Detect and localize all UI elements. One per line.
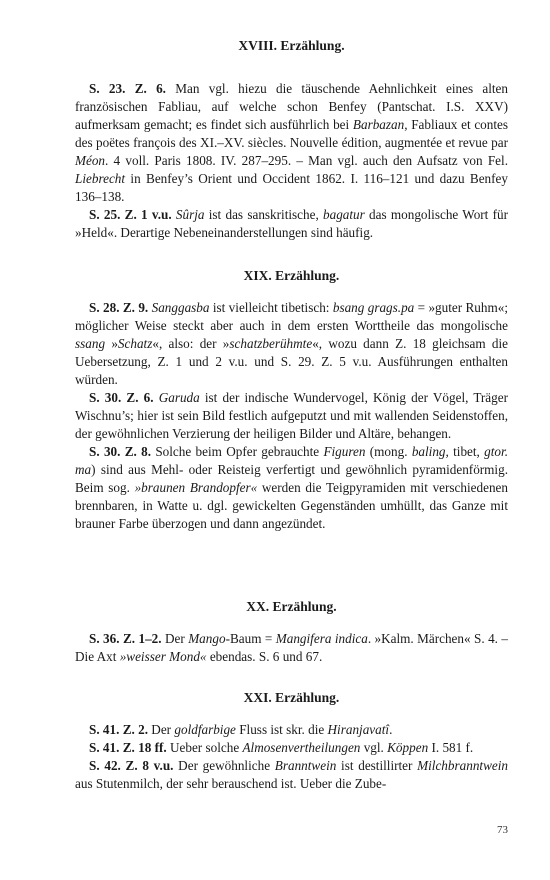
emphasis-text: schatzberühmte (229, 336, 313, 351)
note-text: Man vgl. hiezu die täuschende Aehnlichkeit eines alten französischen Fabliau, auf welche schon Benfey (Pantschat. I.S. XXV) aufmerksam gemacht; es findet sich ausführlich bei (75, 81, 508, 132)
section-heading: XX. Erzählung. (246, 599, 337, 614)
note-text: tibet, (448, 444, 485, 459)
emphasis-text: Barbazan (352, 117, 405, 132)
emphasis-text: Hiranjavatî (327, 722, 390, 737)
emphasis-text: Mango (188, 631, 226, 646)
emphasis-text: gtor. ma (75, 444, 508, 477)
note-paragraph (75, 721, 508, 739)
note-reference: S. 23. Z. 6. (89, 81, 166, 96)
note-paragraph (75, 443, 508, 533)
note-reference: S. 36. Z. 1–2. (89, 631, 162, 646)
note-text: , Fabliaux et contes des poëtes françois des XI.–XV. siècles. Nouvelle édition, augmentée et revue par (75, 117, 509, 150)
page-number: 73 (497, 824, 508, 836)
note-paragraph (75, 757, 508, 793)
note-text: (mong. (365, 444, 412, 459)
note-text: das mongolische Wort für »Held«. Derartige Nebeneinanderstellungen sind häufig. (75, 207, 508, 240)
note-reference: S. 41. Z. 2. (89, 722, 148, 737)
note-text: . 4 voll. Paris 1808. IV. 287–295. – Man vgl. auch den Aufsatz von Fel. (105, 153, 508, 168)
note-text: ist destillirter (336, 758, 418, 773)
note-text: «, wozu dann Z. 18 gleichsam die Uebersetzung, Z. 1 und 2 v.u. und S. 29. Z. 5 v.u. Ausführungen enthalten würden. (75, 336, 509, 387)
note-text: werden die Teigpyramiden mit verschiedenen brennbaren, in Watte u. dgl. gewickelten Gegenständen umhüllt, das Ganze mit brauner Farbe überzogen und dann angezündet. (75, 480, 508, 531)
emphasis-text: Méon (75, 153, 106, 168)
note-text: . »Kalm. Märchen« S. 4. – Die Axt (75, 631, 508, 664)
section-heading: XXI. Erzählung. (243, 690, 340, 705)
emphasis-text: bagatur (323, 207, 365, 222)
note-text: «, also: der » (152, 336, 230, 351)
emphasis-text: Liebrecht (75, 171, 126, 186)
note-text: aus Stutenmilch, der sehr berauschend ist. Ueber die Zube- (75, 776, 387, 791)
note-paragraph (75, 389, 508, 443)
note-text: Solche beim Opfer gebrauchte (151, 444, 324, 459)
emphasis-text: bsang grags.pa (332, 300, 415, 315)
note-text: = »guter Ruhm«; möglicher Weise steckt aber auch in dem ersten Worttheile das mongolische (75, 300, 509, 333)
emphasis-text: Mangifera indica (275, 631, 368, 646)
note-text: I. 581 f. (428, 740, 474, 755)
section-heading: XVIII. Erzählung. (238, 38, 345, 53)
note-paragraph (75, 80, 508, 206)
emphasis-text: Köppen (387, 740, 429, 755)
note-text: ebendas. S. 6 und 67. (206, 649, 323, 664)
section-body (75, 721, 508, 793)
section-heading: XIX. Erzählung. (243, 268, 340, 283)
note-reference: S. 41. Z. 18 ff. (89, 740, 167, 755)
note-text: ist vielleicht tibetisch: (209, 300, 333, 315)
note-text: Fluss ist skr. die (235, 722, 328, 737)
emphasis-text: Milchbranntwein (417, 758, 508, 773)
emphasis-text: goldfarbige (174, 722, 236, 737)
emphasis-text: Almosenvertheilungen (242, 740, 361, 755)
note-text: ist das sanskritische, (204, 207, 324, 222)
note-text: in Benfey’s Orient und Occident 1862. I. 116–121 und dazu Benfey 136–138. (75, 171, 508, 204)
note-paragraph (75, 299, 508, 389)
note-paragraph (75, 630, 508, 666)
note-text: vgl. (360, 740, 388, 755)
note-text: Der (148, 722, 175, 737)
note-text: Ueber solche (166, 740, 243, 755)
note-text: » (105, 336, 118, 351)
note-text: Der (161, 631, 189, 646)
note-text: -Baum = (225, 631, 276, 646)
section-body (75, 299, 508, 533)
emphasis-text: Schatz (117, 336, 153, 351)
emphasis-text: »braunen Brandopfer« (134, 480, 258, 495)
section-body (75, 80, 508, 242)
note-paragraph (75, 739, 508, 757)
emphasis-text: Sanggasba (151, 300, 210, 315)
note-reference: S. 42. Z. 8 v.u. (89, 758, 174, 773)
note-paragraph (75, 206, 508, 242)
note-text: . (389, 722, 393, 737)
section-body (75, 630, 508, 666)
note-text: ) sind aus Mehl- oder Reisteig verfertigt und gewöhnlich pyramidenförmig. Beim sog. (75, 462, 508, 495)
emphasis-text: Garuda (158, 390, 200, 405)
note-text: Der gewöhnliche (173, 758, 275, 773)
emphasis-text: ssang (75, 336, 106, 351)
emphasis-text: Sûrja (175, 207, 205, 222)
emphasis-text: baling, (411, 444, 449, 459)
note-reference: S. 25. Z. 1 v.u. (89, 207, 172, 222)
emphasis-text: »weisser Mond« (119, 649, 207, 664)
note-reference: S. 30. Z. 8. (89, 444, 152, 459)
emphasis-text: Figuren (323, 444, 366, 459)
note-reference: S. 30. Z. 6. (89, 390, 154, 405)
emphasis-text: Branntwein (274, 758, 337, 773)
note-reference: S. 28. Z. 9. (89, 300, 149, 315)
note-text: ist der indische Wundervogel, König der Vögel, Träger Wischnu’s; hier ist sein Bild festlich aufgeputzt und mit wallenden Seidenstoffen, der gewöhnlichen Verzierung der heiligen Bilder und Altäre, behangen. (75, 390, 508, 441)
